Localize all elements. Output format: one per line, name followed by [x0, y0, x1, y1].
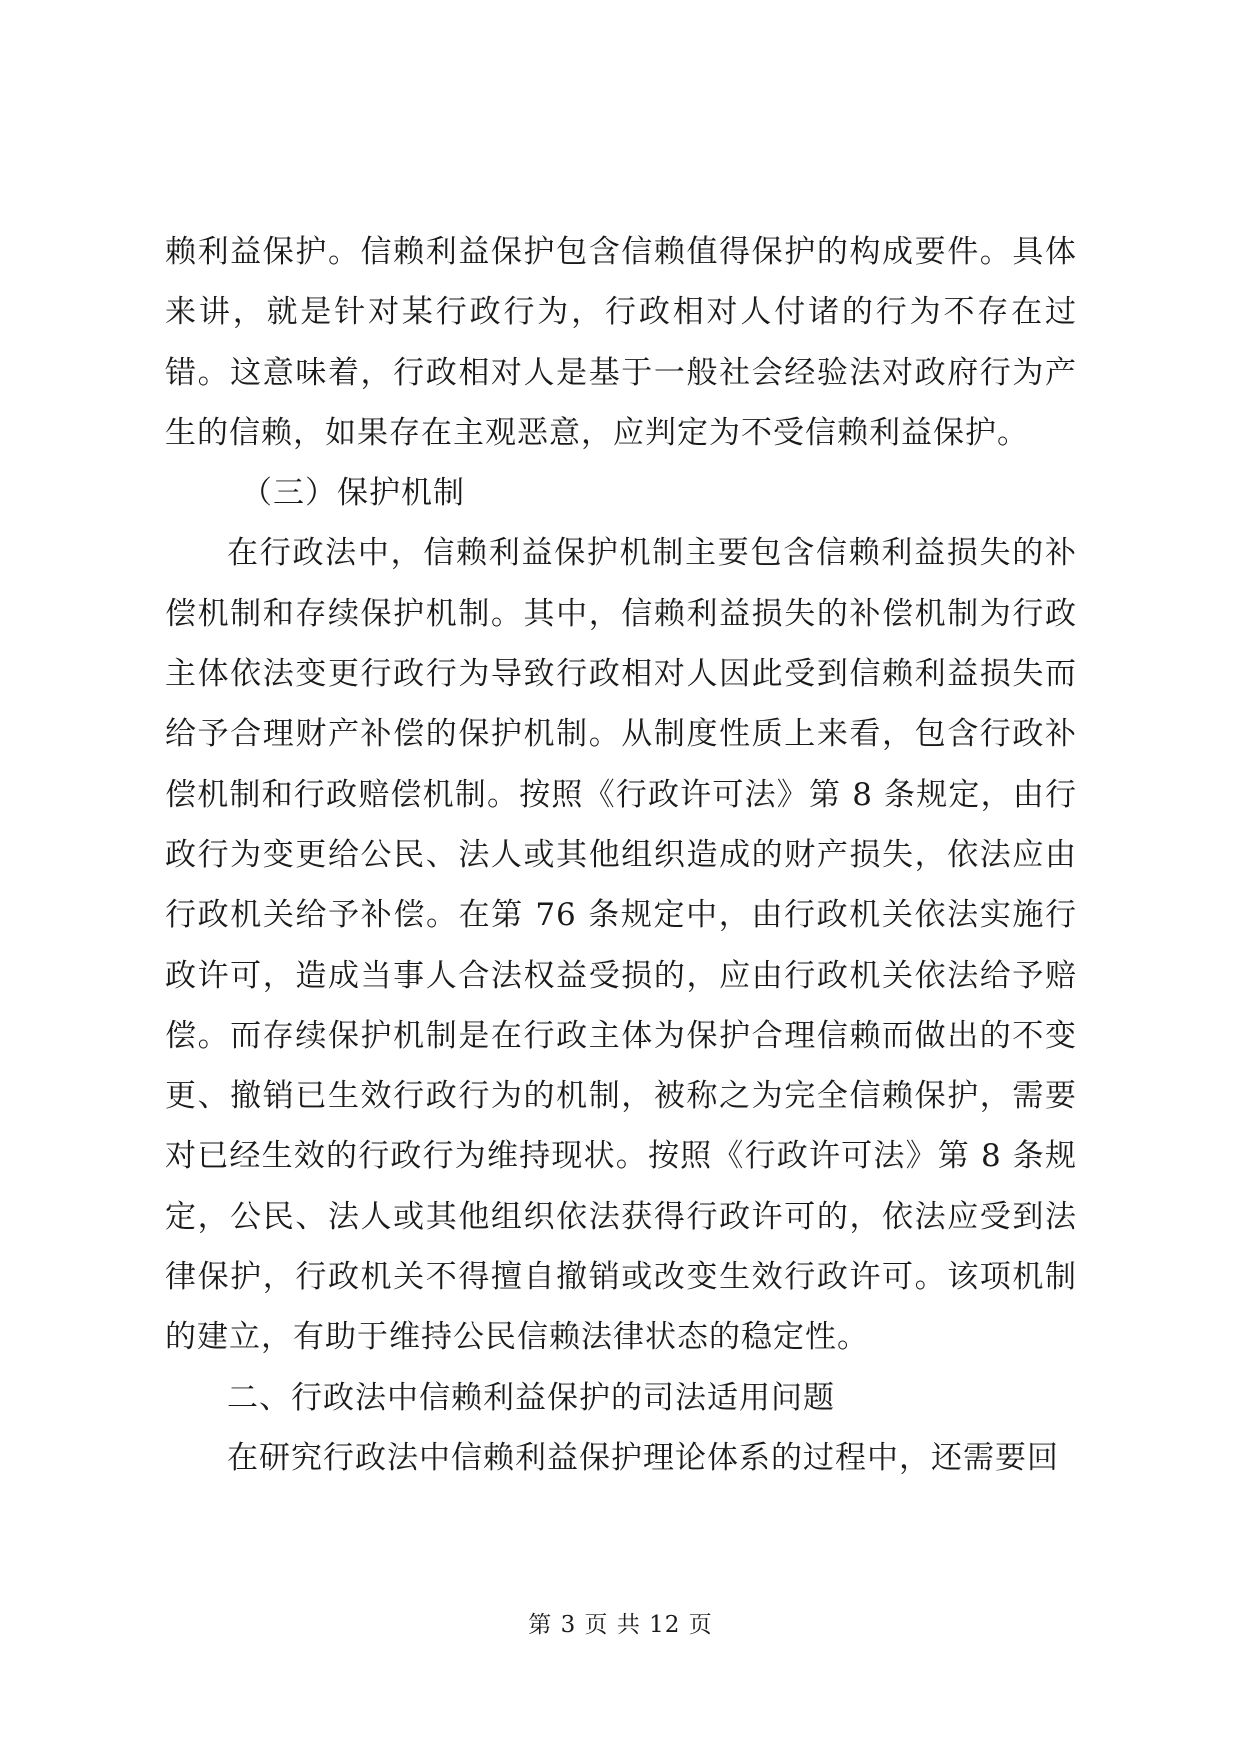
body-text — [165, 222, 1077, 1488]
paragraph-protection-mechanism: 在行政法中，信赖利益保护机制主要包含信赖利益损失的补偿机制和存续保护机制。其中，信赖利益损失的补偿机制为行政主体依法变更行政行为导致行政相对人因此受到信赖利益损失而给予合理财产补偿的保护机制。从制度性质上来看，包含行政补偿机制和行政赔偿机制。按照《行政许可法》第 8 条规定，由行政行为变更给公民、法人或其他组织造成的财产损失，依法应由行政机关给予补偿。在第 76 条规定中，由行政机关依法实施行政许可，造成当事人合法权益受损的，应由行政机关依法给予赔偿。而存续保护机制是在行政主体为保护合理信赖而做出的不变更、撤销已生效行政行为的机制，被称之为完全信赖保护，需要对已经生效的行政行为维持现状。按照《行政许可法》第 8 条规定，公民、法人或其他组织依法获得行政许可的，依法应受到法律保护，行政机关不得擅自撤销或改变生效行政许可。该项机制的建立，有助于维持公民信赖法律状态的稳定性。 — [165, 535, 1077, 1356]
section-heading-protection-mechanism: （三）保护机制 — [241, 475, 465, 512]
page-footer: 第 3 页 共 12 页 — [528, 1612, 713, 1638]
paragraph-continuation: 赖利益保护。信赖利益保护包含信赖值得保护的构成要件。具体来讲，就是针对某行政行为，行政相对人付诸的行为不存在过错。这意味着，行政相对人是基于一般社会经验法对政府行为产生的信赖，如果存在主观恶意，应判定为不受信赖利益保护。 — [165, 234, 1077, 451]
paragraph-research-intro: 在研究行政法中信赖利益保护理论体系的过程中，还需要回 — [227, 1439, 1059, 1476]
section-heading-judicial-application: 二、行政法中信赖利益保护的司法适用问题 — [227, 1379, 835, 1416]
